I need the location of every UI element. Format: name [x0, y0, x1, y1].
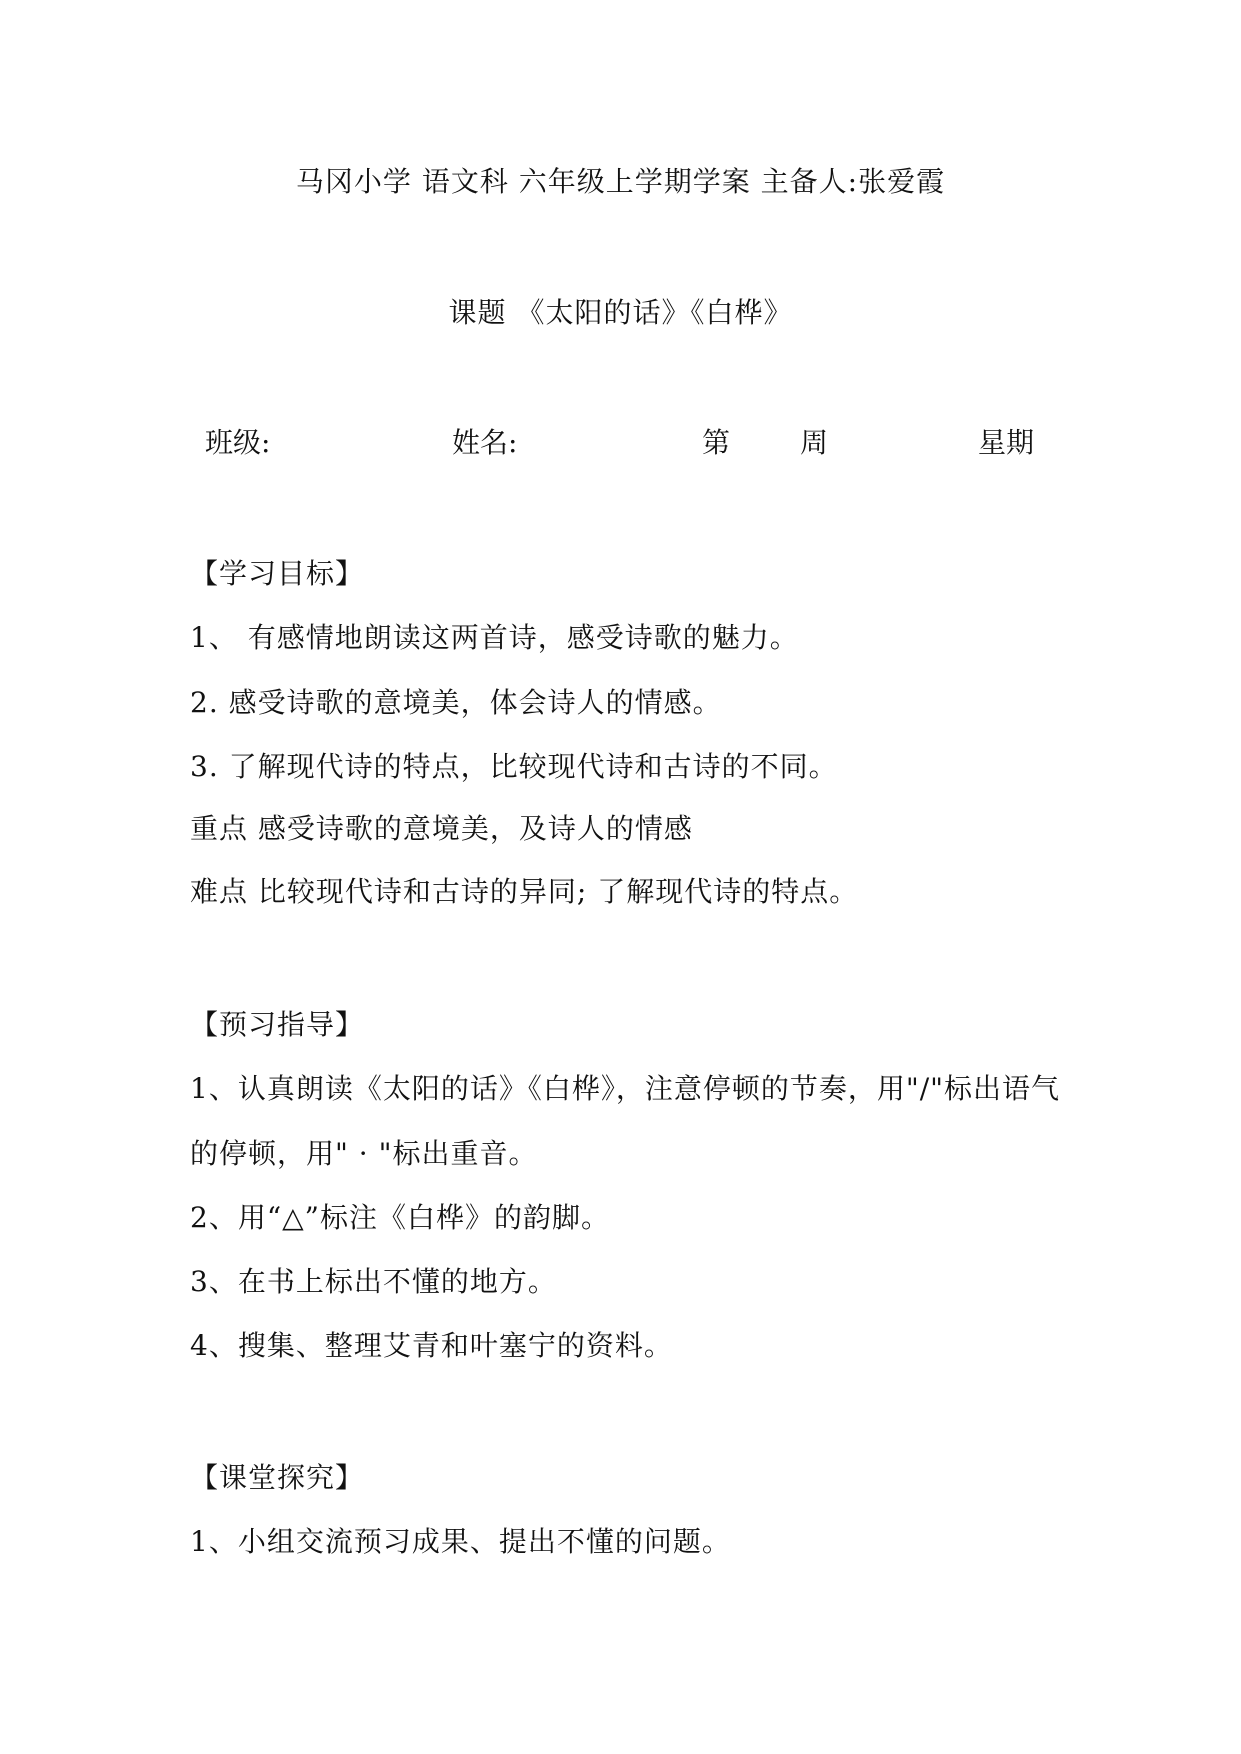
- preview-item: 3、在书上标出不懂的地方。: [190, 1265, 557, 1298]
- objective-item: 2. 感受诗歌的意境美，体会诗人的情感。: [190, 686, 722, 719]
- weekday-label: 星期: [978, 426, 1035, 459]
- objective-item: 3. 了解现代诗的特点，比较现代诗和古诗的不同。: [190, 750, 838, 783]
- preview-item: 2、用“△”标注《白桦》的韵脚。: [190, 1201, 610, 1234]
- topic-titles: 《太阳的话》《白桦》: [516, 296, 793, 329]
- explore-item: 1、小组交流预习成果、提出不懂的问题。: [190, 1525, 731, 1558]
- class-label: 班级:: [205, 426, 271, 459]
- preview-heading: 【预习指导】: [190, 1008, 365, 1041]
- preview-item: 4、搜集、整理艾青和叶塞宁的资料。: [190, 1329, 673, 1362]
- lesson-topic: [0, 295, 1241, 331]
- term-name: 六年级上学期学案: [518, 165, 751, 198]
- difficulty-point: 难点 比较现代诗和古诗的异同; 了解现代诗的特点。: [190, 875, 859, 908]
- subject-name: 语文科: [421, 165, 509, 198]
- week-prefix: 第: [702, 426, 731, 459]
- week-suffix: 周: [800, 426, 829, 459]
- preparer-label: 主备人:: [760, 165, 859, 198]
- explore-heading: 【课堂探究】: [190, 1461, 365, 1494]
- topic-label: 课题: [448, 296, 507, 329]
- preview-item: 的停顿，用" · "标出重音。: [190, 1137, 538, 1170]
- objectives-heading: 【学习目标】: [190, 557, 365, 590]
- school-name: 马冈小学: [295, 165, 412, 198]
- objective-item: 1、 有感情地朗读这两首诗，感受诗歌的魅力。: [190, 621, 799, 654]
- key-point: 重点 感受诗歌的意境美，及诗人的情感: [190, 812, 693, 845]
- document-header: [0, 164, 1241, 200]
- preparer-name: 张爱霞: [858, 165, 946, 198]
- preview-item: 1、认真朗读《太阳的话》《白桦》，注意停顿的节奏，用"/"标出语气: [190, 1072, 1061, 1105]
- name-label: 姓名:: [452, 426, 518, 459]
